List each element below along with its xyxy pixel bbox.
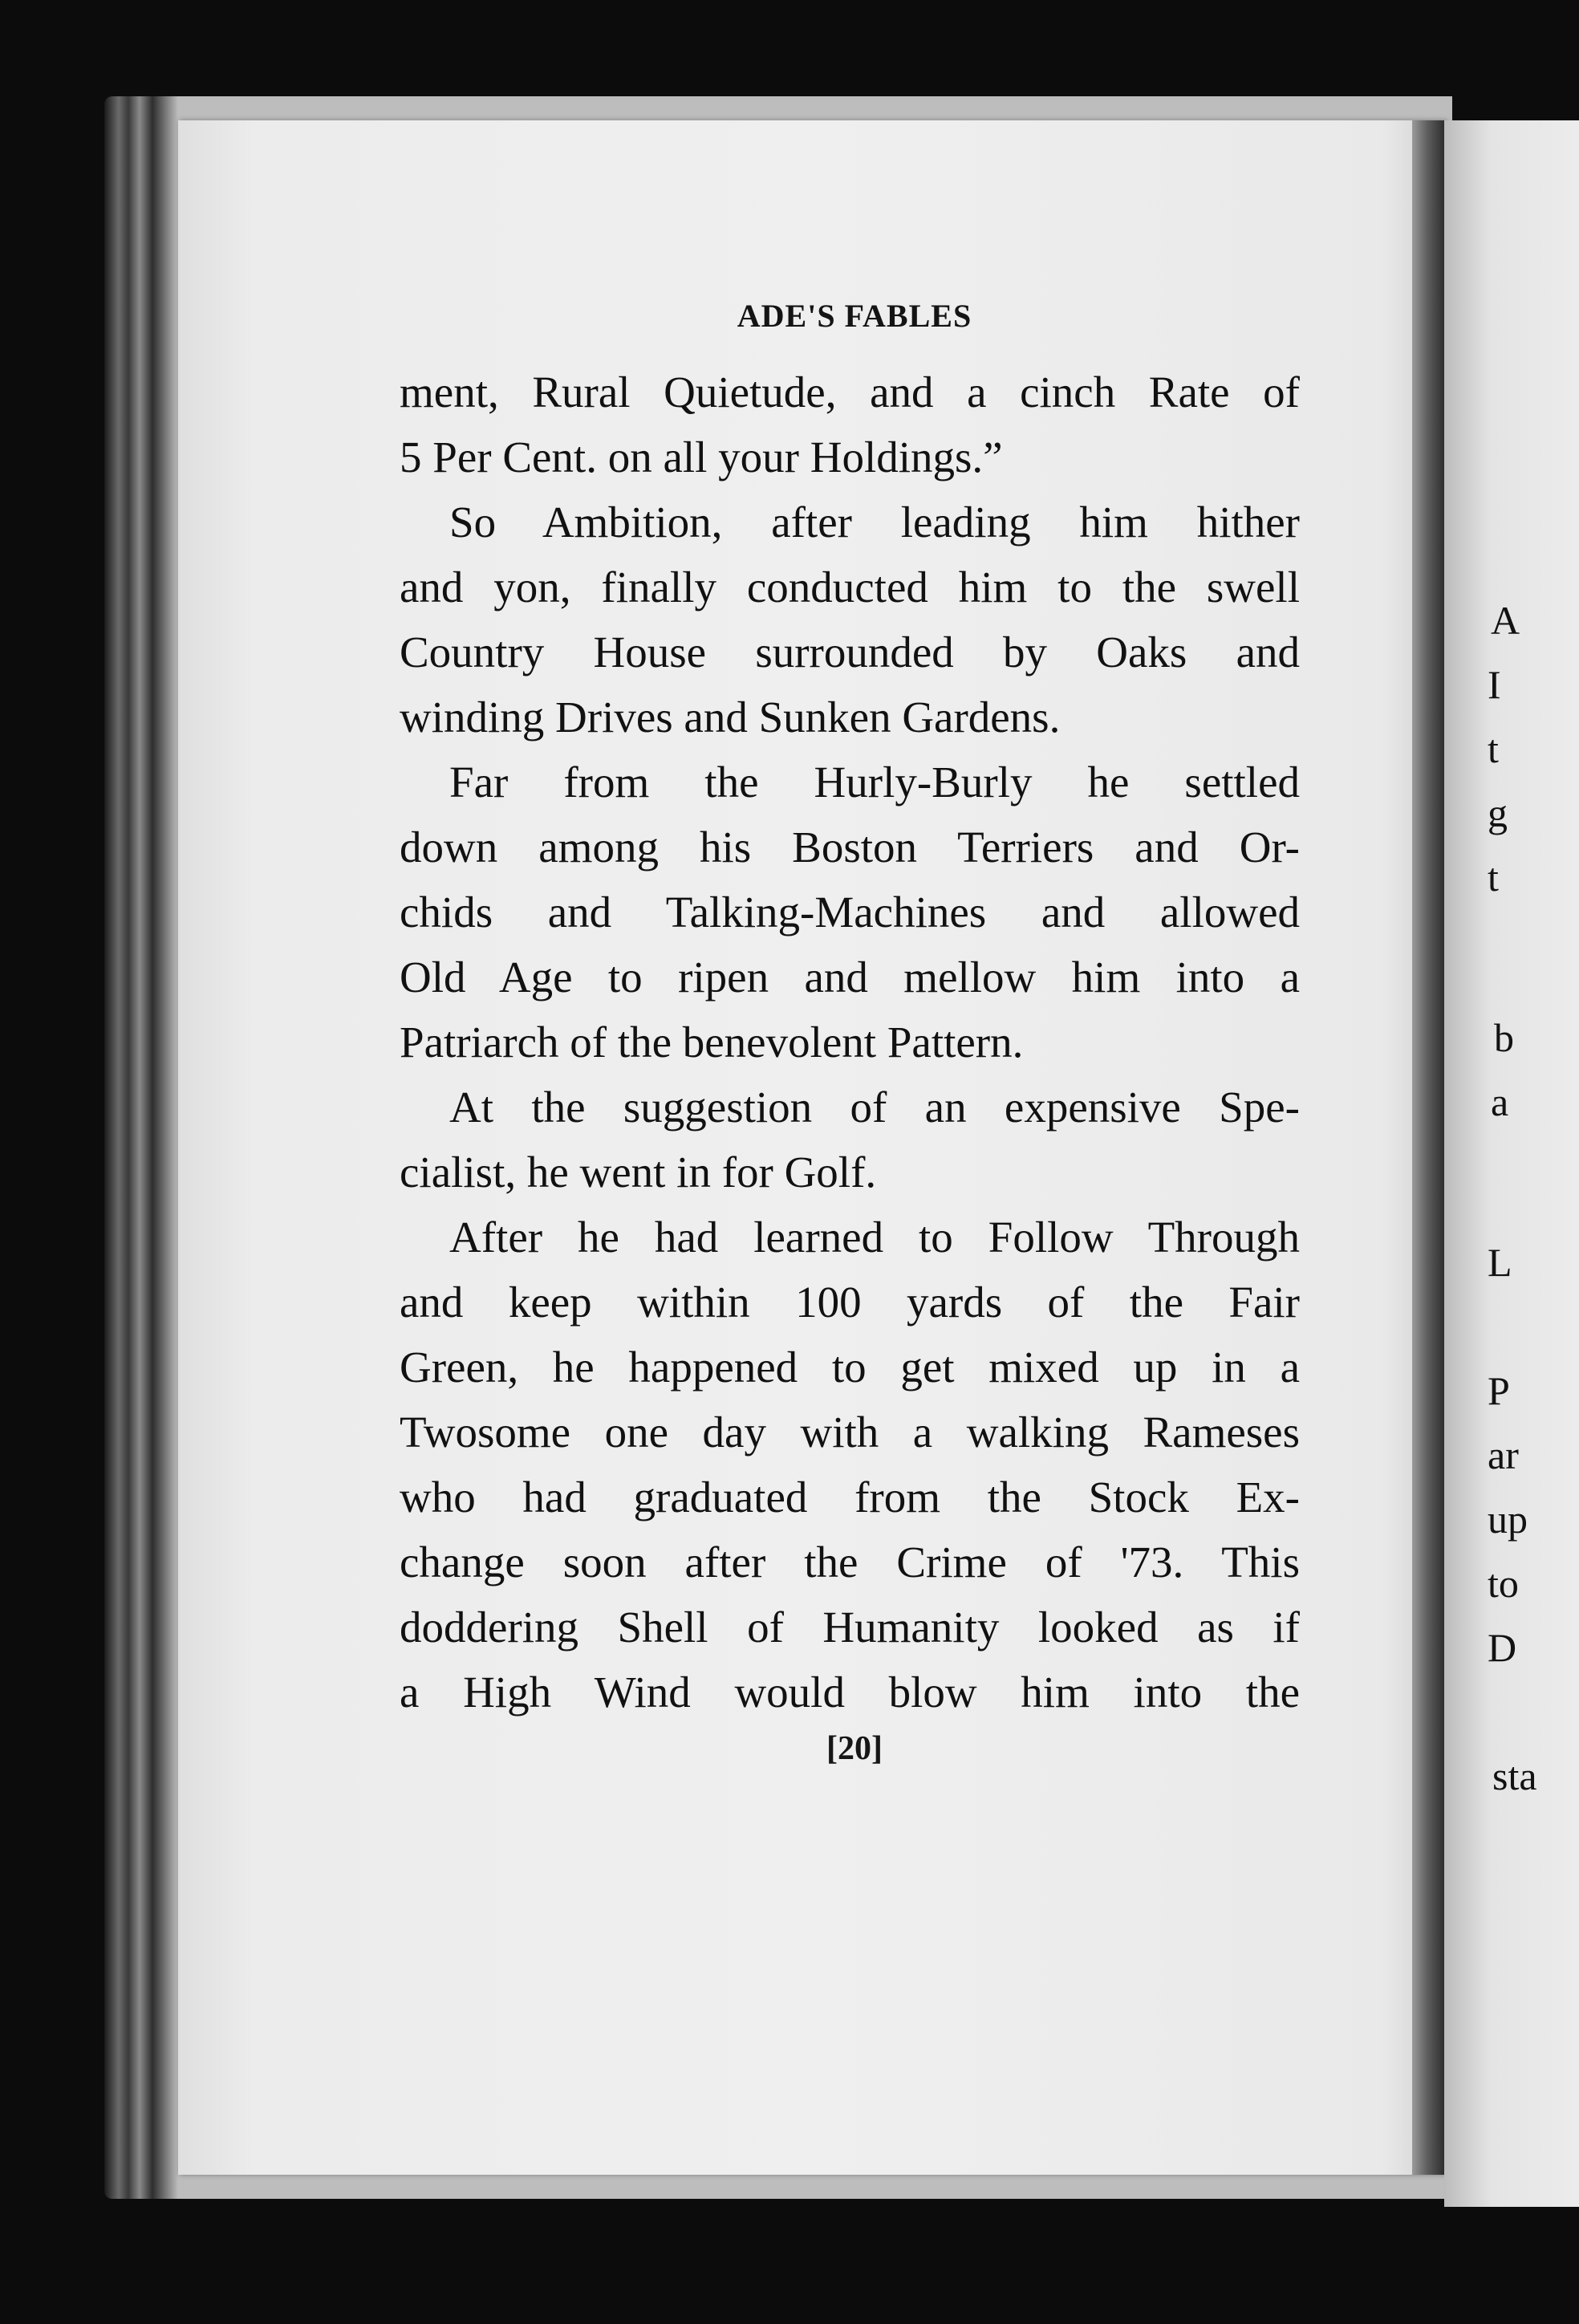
text-line: cialist, he went in for Golf. <box>400 1148 877 1197</box>
facing-fragment: sta <box>1492 1753 1537 1798</box>
book-gutter <box>1412 120 1446 2175</box>
facing-fragment: P <box>1488 1368 1510 1413</box>
text-line: and yon, finally conducted him to the swell <box>400 563 1300 611</box>
facing-fragment: I <box>1488 662 1501 707</box>
text-line: So Ambition, after leading him hither <box>449 498 1300 546</box>
facing-fragment: t <box>1488 726 1499 771</box>
text-line: change soon after the Crime of '73. This <box>400 1538 1300 1587</box>
facing-fragment: D <box>1488 1625 1517 1670</box>
facing-fragment: a <box>1491 1079 1509 1124</box>
facing-fragment: g <box>1488 790 1508 835</box>
facing-page-edge <box>1444 120 1579 2207</box>
text-line: doddering Shell of Humanity looked as if <box>400 1603 1300 1652</box>
text-line: 5 Per Cent. on all your Holdings.” <box>400 433 1003 481</box>
text-line: Far from the Hurly-Burly he settled <box>449 758 1300 806</box>
page-body-text <box>400 360 1300 1725</box>
text-line: who had graduated from the Stock Ex- <box>400 1473 1300 1522</box>
text-line: Green, he happened to get mixed up in a <box>400 1343 1300 1392</box>
facing-fragment: ar <box>1488 1432 1519 1477</box>
text-line: and keep within 100 yards of the Fair <box>400 1278 1300 1327</box>
text-line: a High Wind would blow him into the <box>400 1668 1300 1717</box>
facing-fragment: up <box>1488 1497 1528 1542</box>
page-number: [20] <box>826 1730 883 1767</box>
text-line: down among his Boston Terriers and Or- <box>400 823 1300 872</box>
facing-fragment: t <box>1488 855 1499 900</box>
text-line: Patriarch of the benevolent Pattern. <box>400 1018 1024 1067</box>
facing-fragment: A <box>1491 598 1520 643</box>
text-line: Country House surrounded by Oaks and <box>400 628 1300 676</box>
text-line: chids and Talking-Machines and allowed <box>400 888 1300 937</box>
text-line: winding Drives and Sunken Gardens. <box>400 693 1061 741</box>
facing-fragment: L <box>1488 1240 1512 1285</box>
facing-fragment: b <box>1494 1015 1514 1060</box>
text-line: Twosome one day with a walking Rameses <box>400 1408 1300 1457</box>
facing-fragment: to <box>1488 1561 1519 1606</box>
text-line: At the suggestion of an expensive Spe- <box>449 1083 1300 1132</box>
text-line: After he had learned to Follow Through <box>449 1213 1300 1262</box>
text-line: ment, Rural Quietude, and a cinch Rate of <box>400 368 1300 416</box>
text-line: Old Age to ripen and mellow him into a <box>400 953 1300 1002</box>
running-head: ADE'S FABLES <box>737 298 972 334</box>
